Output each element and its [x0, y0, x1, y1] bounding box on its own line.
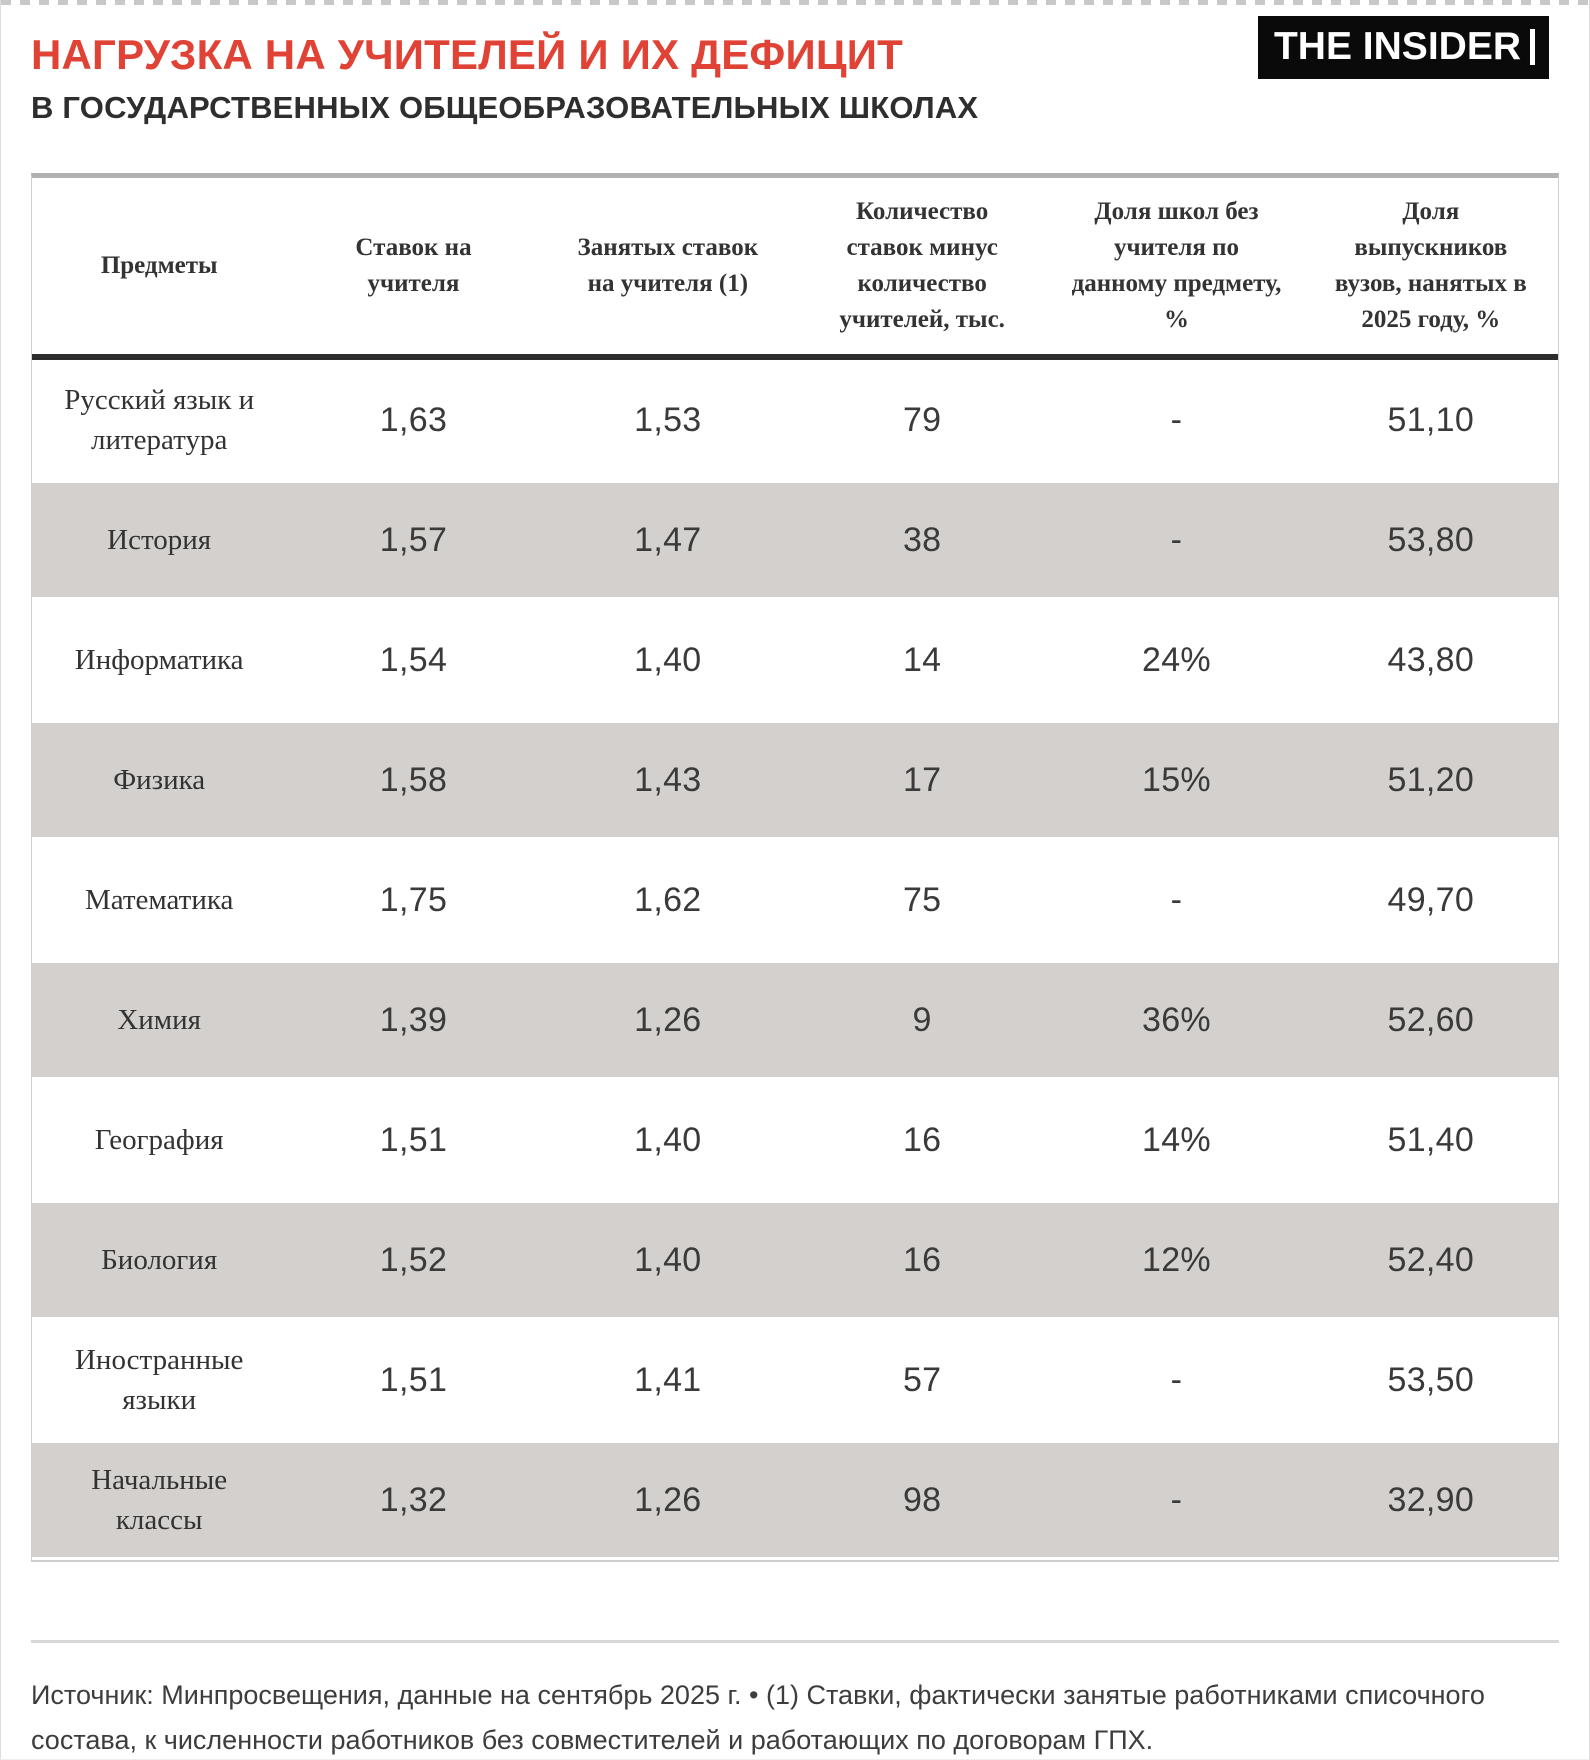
table-row — [32, 960, 1558, 1080]
value-cell: 1,26 — [634, 1000, 702, 1039]
value-cell: - — [1170, 880, 1183, 919]
value-cell: 14 — [902, 640, 942, 679]
value-cell: - — [1170, 1480, 1183, 1519]
value-cell: 1,57 — [379, 520, 448, 559]
subject-cell: Химия — [117, 1004, 201, 1036]
value-cell: 57 — [902, 1360, 942, 1399]
value-cell: 12% — [1142, 1240, 1211, 1279]
subject-cell: Физика — [113, 764, 206, 796]
value-cell: 9 — [912, 1000, 932, 1039]
value-cell: 24% — [1142, 640, 1211, 679]
table-row — [32, 1080, 1558, 1200]
value-cell: 1,41 — [634, 1360, 702, 1399]
data-table — [31, 173, 1559, 1562]
value-cell: 1,75 — [379, 880, 448, 919]
value-cell: - — [1170, 1360, 1183, 1399]
value-cell: 16 — [902, 1240, 942, 1279]
value-cell: 16 — [902, 1120, 942, 1159]
table-row — [32, 480, 1558, 600]
table-header-row — [32, 178, 1558, 360]
value-cell: - — [1170, 520, 1183, 559]
subject-cell: Начальные классы — [91, 1464, 228, 1536]
table-row — [32, 840, 1558, 960]
value-cell: 51,10 — [1387, 400, 1475, 439]
value-cell: 51,40 — [1387, 1120, 1475, 1159]
column-header: Количество ставок минус количество учителей, тыс. — [839, 198, 1005, 333]
value-cell: 1,39 — [379, 1000, 448, 1039]
column-header: Предметы — [100, 252, 218, 279]
masthead — [1, 5, 1589, 126]
page-subtitle: В ГОСУДАРСТВЕННЫХ ОБЩЕОБРАЗОВАТЕЛЬНЫХ ШКОЛАХ — [31, 90, 979, 125]
subject-cell: История — [107, 524, 212, 556]
table-row — [32, 600, 1558, 720]
value-cell: 1,63 — [379, 400, 448, 439]
value-cell: 1,58 — [379, 760, 448, 799]
value-cell: 1,54 — [379, 640, 448, 679]
value-cell: 1,40 — [634, 640, 702, 679]
value-cell: 1,26 — [634, 1480, 702, 1519]
value-cell: 15% — [1142, 760, 1211, 799]
value-cell: 53,50 — [1387, 1360, 1475, 1399]
value-cell: 51,20 — [1387, 760, 1475, 799]
value-cell: 98 — [902, 1480, 942, 1519]
page-title: НАГРУЗКА НА УЧИТЕЛЕЙ И ИХ ДЕФИЦИТ — [31, 31, 903, 78]
the-insider-logo — [1258, 16, 1549, 79]
value-cell: 32,90 — [1387, 1480, 1475, 1519]
value-cell: 17 — [902, 760, 942, 799]
value-cell: 1,43 — [634, 760, 702, 799]
value-cell: 52,60 — [1387, 1000, 1475, 1039]
value-cell: 79 — [902, 400, 942, 439]
value-cell: 38 — [902, 520, 942, 559]
table-row — [32, 360, 1558, 480]
value-cell: 43,80 — [1387, 640, 1475, 679]
table-row — [32, 1200, 1558, 1320]
value-cell: 49,70 — [1387, 880, 1475, 919]
subject-cell: Математика — [84, 884, 234, 916]
column-header: Ставок на учителя — [355, 234, 472, 297]
subject-cell: Иностранные языки — [74, 1344, 244, 1416]
subject-cell: Русский язык и литература — [64, 384, 255, 456]
column-header: Занятых ставок на учителя (1) — [577, 234, 759, 297]
value-cell: 1,51 — [379, 1120, 448, 1159]
table-row — [32, 1440, 1558, 1560]
subject-cell: Биология — [101, 1244, 218, 1276]
logo-text: THE INSIDER — [1273, 24, 1521, 68]
table-body — [32, 360, 1558, 1560]
value-cell: 1,52 — [379, 1240, 448, 1279]
value-cell: 1,47 — [634, 520, 702, 559]
logo-cursor-bar — [1530, 29, 1535, 65]
source-note: Источник: Минпросвещения, данные на сентябрь 2025 г. • (1) Ставки, фактически занятые работниками списочного состава, к численности работников без совместителей и работающих по договорам ГПХ. — [31, 1680, 1485, 1755]
value-cell: 1,40 — [634, 1240, 702, 1279]
subject-cell: Информатика — [74, 644, 244, 676]
footer-divider — [31, 1640, 1559, 1643]
value-cell: - — [1170, 400, 1183, 439]
table-row — [32, 1320, 1558, 1440]
value-cell: 1,62 — [634, 880, 702, 919]
value-cell: 52,40 — [1387, 1240, 1475, 1279]
value-cell: 1,53 — [634, 400, 702, 439]
value-cell: 1,32 — [379, 1480, 448, 1519]
value-cell: 14% — [1142, 1120, 1211, 1159]
value-cell: 53,80 — [1387, 520, 1475, 559]
value-cell: 75 — [902, 880, 942, 919]
value-cell: 1,51 — [379, 1360, 448, 1399]
value-cell: 36% — [1142, 1000, 1211, 1039]
subject-cell: География — [94, 1124, 224, 1156]
column-header: Доля школ без учителя по данному предмету, % — [1071, 198, 1282, 333]
column-header: Доля выпускников вузов, нанятых в 2025 году, % — [1334, 198, 1527, 333]
value-cell: 1,40 — [634, 1120, 702, 1159]
table-row — [32, 720, 1558, 840]
